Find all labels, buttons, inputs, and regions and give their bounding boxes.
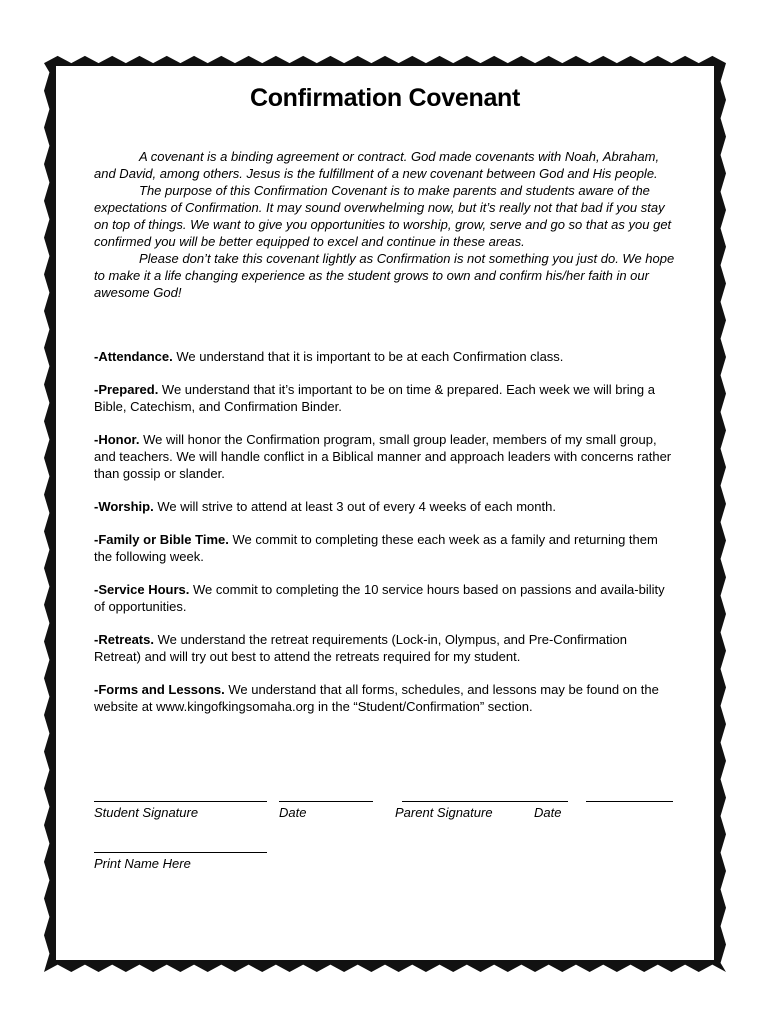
student-signature-line[interactable] bbox=[94, 801, 267, 802]
print-name-line[interactable] bbox=[94, 852, 267, 853]
parent-signature-label: Parent Signature bbox=[395, 805, 493, 820]
covenant-item-worship bbox=[94, 498, 676, 515]
item-text: We understand that all forms, schedules, and lessons may be found on the website at www.kingofkingsomaha.org in the “Student/Confirmation” section. bbox=[94, 682, 659, 714]
covenant-item-attendance bbox=[94, 348, 676, 365]
covenant-item-honor bbox=[94, 431, 676, 482]
student-signature-label: Student Signature bbox=[94, 805, 199, 820]
item-text: We commit to completing the 10 service hours based on passions and availa-bility of opportunities. bbox=[94, 582, 665, 614]
item-heading: -Family or Bible Time. bbox=[94, 532, 229, 547]
covenant-item-forms-lessons bbox=[94, 681, 676, 715]
document-page bbox=[56, 66, 714, 960]
item-heading: -Retreats. bbox=[94, 632, 154, 647]
parent-signature-line[interactable] bbox=[402, 801, 568, 802]
item-heading: -Forms and Lessons. bbox=[94, 682, 225, 697]
document-title: Confirmation Covenant bbox=[249, 84, 521, 112]
item-text: We will strive to attend at least 3 out of every 4 weeks of each month. bbox=[153, 499, 556, 514]
date-line-2[interactable] bbox=[586, 801, 673, 802]
item-text: We understand that it’s important to be on time & prepared. Each week we will bring a Bible, Catechism, and Confirmation Binder. bbox=[94, 382, 655, 414]
covenant-items bbox=[94, 348, 676, 731]
date-label-1: Date bbox=[279, 805, 307, 820]
covenant-item-family-bible-time bbox=[94, 531, 676, 565]
print-name-label: Print Name Here bbox=[94, 856, 191, 871]
intro-paragraph-3: Please don’t take this covenant lightly as Confirmation is not something you just do. We hope to make it a life changing experience as the student grows to own and confirm his/her faith in our awesome God! bbox=[94, 251, 675, 300]
intro-paragraph-1: A covenant is a binding agreement or contract. God made covenants with Noah, Abraham, and David, among others. Jesus is the fulfillment of a new covenant between God and His people. bbox=[94, 149, 660, 181]
item-heading: -Attendance. bbox=[94, 349, 173, 364]
date-line-1[interactable] bbox=[279, 801, 373, 802]
item-text: We commit to completing these each week as a family and returning them the following week. bbox=[94, 532, 658, 564]
item-heading: -Honor. bbox=[94, 432, 140, 447]
intro-section bbox=[94, 148, 676, 301]
intro-paragraph-2: The purpose of this Confirmation Covenant is to make parents and students aware of the expectations of Confirmation. It may sound overwhelming now, but it’s really not that bad if you stay on top of things. We want to give you opportunities to worship, grow, serve and go so that as you get confirmed you will be better equipped to excel and continue in these areas. bbox=[94, 183, 672, 249]
item-heading: -Service Hours. bbox=[94, 582, 190, 597]
covenant-item-service-hours bbox=[94, 581, 676, 615]
item-text: We understand that it is important to be at each Confirmation class. bbox=[172, 349, 564, 364]
item-heading: -Prepared. bbox=[94, 382, 159, 397]
item-heading: -Worship. bbox=[94, 499, 154, 514]
item-text: We understand the retreat requirements (Lock-in, Olympus, and Pre-Confirmation Retreat) and will try out best to attend the retreats required for my student. bbox=[94, 632, 627, 664]
date-label-2: Date bbox=[534, 805, 562, 820]
covenant-item-prepared bbox=[94, 381, 676, 415]
item-text: We will honor the Confirmation program, small group leader, members of my small group, and teachers. We will handle conflict in a Biblical manner and approach leaders with concerns rather than gossip or slander. bbox=[94, 432, 672, 481]
covenant-item-retreats bbox=[94, 631, 676, 665]
